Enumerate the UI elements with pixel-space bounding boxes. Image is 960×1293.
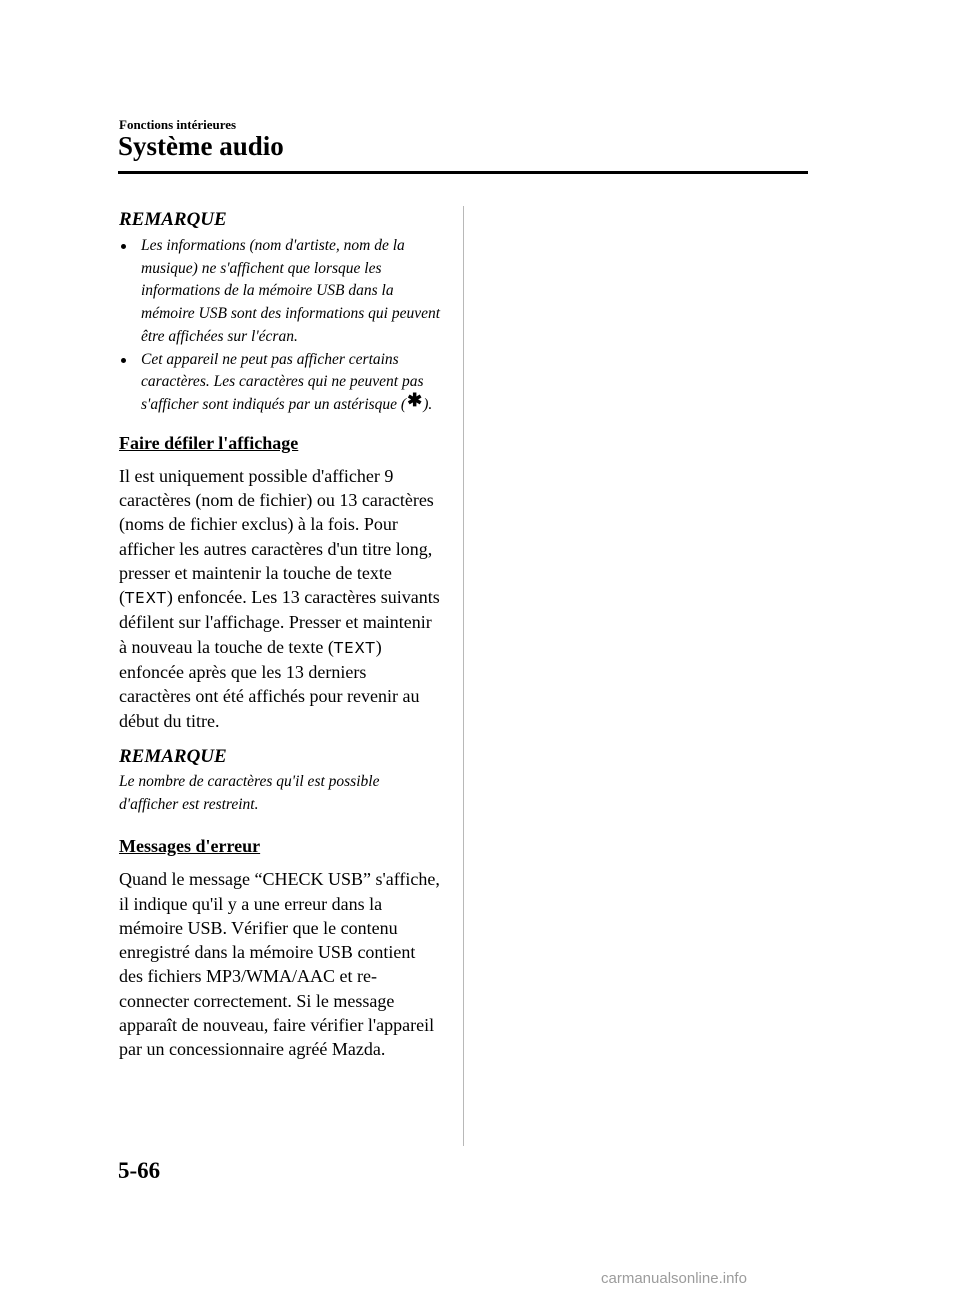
note-text: Le nombre de caractères qu'il est possible d'afficher est restreint. (119, 772, 380, 813)
bullet-icon (121, 244, 126, 249)
note-heading: REMARQUE (119, 209, 227, 230)
title-rule (118, 171, 808, 174)
error-heading: Messages d'erreur (119, 836, 261, 857)
scroll-body (119, 464, 441, 733)
note-block-1 (119, 208, 441, 417)
left-column (119, 208, 441, 1062)
note-block-2 (119, 745, 441, 816)
page-number: 5-66 (118, 1158, 161, 1183)
scroll-section (119, 431, 441, 733)
note-item (119, 235, 441, 349)
note-item-text: Les informations (nom d'artiste, nom de la musique) ne s'affichent que lorsque les informations de la mémoire USB dans la mémoire USB sont des informations qui peuvent être affichées sur l'écran. (141, 237, 441, 345)
scroll-text-part2: ) enfoncée. Les 13 caractères suivants défilent sur l'affichage. Presser et maintenir à nouveau la touche de texte ( (119, 587, 440, 657)
column-divider (463, 206, 464, 1146)
error-body: Quand le message “CHECK USB” s'affiche, il indique qu'il y a une erreur dans la mémoire USB. Vérifier que le contenu enregistré dans la mémoire USB contient des fichiers MP3/WMA/AAC et re-connecter correctement. Si le message apparaît de nouveau, faire vérifier l'appareil par un concessionnaire agréé Mazda. (119, 869, 440, 1060)
watermark: carmanualsonline.info (601, 1270, 747, 1287)
text-key-label: TEXT (125, 589, 167, 608)
note-item-text: Cet appareil ne peut pas afficher certains caractères. Les caractères qui ne peuvent pas s'afficher sont indiqués par un astérisque ( (141, 350, 424, 413)
note-list (119, 235, 441, 417)
note-heading: REMARQUE (119, 745, 227, 767)
bullet-icon (121, 358, 126, 363)
note-item-text-end: ). (423, 395, 433, 413)
text-key-label: TEXT (333, 638, 376, 657)
error-section (119, 834, 441, 1061)
note-item (119, 349, 441, 417)
section-label: Fonctions intérieures (119, 117, 237, 132)
scroll-heading: Faire défiler l'affichage (119, 432, 299, 453)
asterisk-icon: ✱ (407, 389, 423, 410)
page-title: Système audio (118, 131, 284, 161)
scroll-text-part3: ) enfoncée après que les 13 derniers caractères ont été affichés pour revenir au début du titre. (119, 636, 420, 731)
scroll-text-part1: Il est uniquement possible d'afficher 9 caractères (nom de fichier) ou 13 caractères (noms de fichier exclus) à la fois. Pour afficher les autres caractères d'un titre long, presser et maintenir la touche de texte ( (119, 465, 434, 608)
